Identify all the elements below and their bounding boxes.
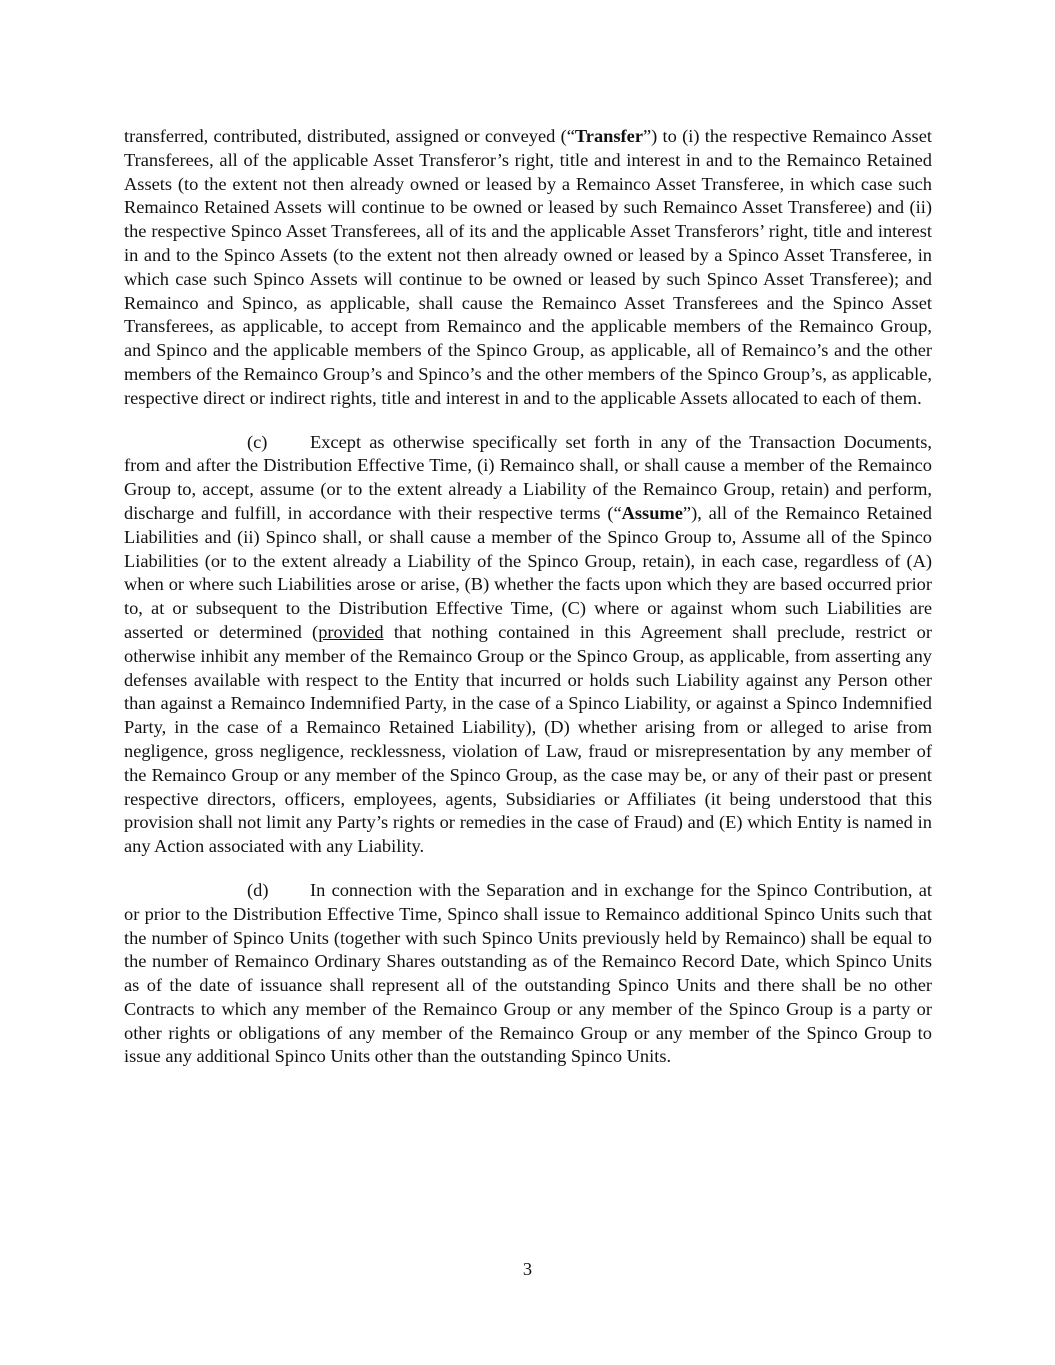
paragraph-c-text-3: that nothing contained in this Agreement shall preclude, restrict or otherwise inhibit any member of the Remainco Group or the Spinco Group, as applicable, from asserting any defenses available with respect to the Entity that incurred or holds such Liability against any Person other than against a Remainco Indemnified Party, in the case of a Spinco Liability, or against a Spinco Indemnified Party, in the case of a Remainco Retained Liability), (D) whether arising from or alleged to arise from negligence, gross negligence, recklessness, violation of Law, fraud or misrepresentation by any member of the Remainco Group or any member of the Spinco Group, as the case may be, or any of their past or present respective directors, officers, employees, agents, Subsidiaries or Affiliates (it being understood that this provision shall not limit any Party’s rights or remedies in the case of Fraud) and (E) which Entity is named in any Action associated with any Liability.	[124, 621, 932, 857]
page-number: 3	[522, 1259, 533, 1279]
defined-term-transfer: Transfer	[574, 126, 643, 146]
paragraph-c-text-1: Except as otherwise specifically set forth in any of the Transaction Documents, from and after the Distribution Effective Time, (i) Remainco shall, or shall cause a member of the Remainco Group to, accept, assume (or to the extent already a Liability of the Remainco Group, retain) and perform, discharge and fulfill, in accordance with their respective terms (“	[124, 431, 932, 523]
paragraph-c-text-2: ”), all of the Remainco Retained Liabilities and (ii) Spinco shall, or shall cause a member of the Spinco Group to, Assume all of the Spinco Liabilities (or to the extent already a Liability of the Spinco Group, retain), in each case, regardless of (A) when or where such Liabilities arose or arise, (B) whether the facts upon which they are based occurred prior to, at or subsequent to the Distribution Effective Time, (C) where or against whom such Liabilities are asserted or determined (	[124, 502, 932, 642]
document-page	[124, 125, 932, 1069]
paragraph-c	[124, 431, 932, 859]
paragraph-b-text-2: ”) to (i) the respective Remainco Asset Transferees, all of the applicable Asset Transferor’s right, title and interest in and to the Remainco Retained Assets (to the extent not then already owned or leased by a Remainco Asset Transferee, in which case such Remainco Retained Assets will continue to be owned or leased by such Remainco Asset Transferee) and (ii) the respective Spinco Asset Transferees, all of its and the applicable Asset Transferors’ right, title and interest in and to the Spinco Assets (to the extent not then already owned or leased by a Spinco Asset Transferee, in which case such Spinco Assets will continue to be owned or leased by such Spinco Asset Transferee); and Remainco and Spinco, as applicable, shall cause the Remainco Asset Transferees and the Spinco Asset Transferees, as applicable, to accept from Remainco and the applicable members of the Remainco Group, and Spinco and the applicable members of the Spinco Group, as applicable, all of Remainco’s and the other members of the Remainco Group’s and Spinco’s and the other members of the Spinco Group’s, as applicable, respective direct or indirect rights, title and interest in and to the applicable Assets allocated to each of them.	[124, 126, 932, 408]
paragraph-d	[124, 879, 932, 1069]
paragraph-c-label: (c)	[247, 431, 268, 452]
defined-term-assume: Assume	[621, 502, 683, 523]
paragraph-d-label: (d)	[247, 879, 269, 900]
paragraph-d-text: In connection with the Separation and in exchange for the Spinco Contribution, at or prior to the Distribution Effective Time, Spinco shall issue to Remainco additional Spinco Units such that the number of Spinco Units (together with such Spinco Units previously held by Remainco) shall be equal to the number of Remainco Ordinary Shares outstanding as of the Remainco Record Date, which Spinco Units as of the date of issuance shall represent all of the outstanding Spinco Units and there shall be no other Contracts to which any member of the Remainco Group or any member of the Spinco Group is a party or other rights or obligations of any member of the Remainco Group or any member of the Spinco Group to issue any additional Spinco Units other than the outstanding Spinco Units.	[124, 879, 932, 1067]
provided-underlined: provided	[318, 621, 384, 642]
paragraph-b-continuation	[124, 125, 932, 411]
paragraph-b-text-1: transferred, contributed, distributed, assigned or conveyed (“	[124, 126, 575, 146]
